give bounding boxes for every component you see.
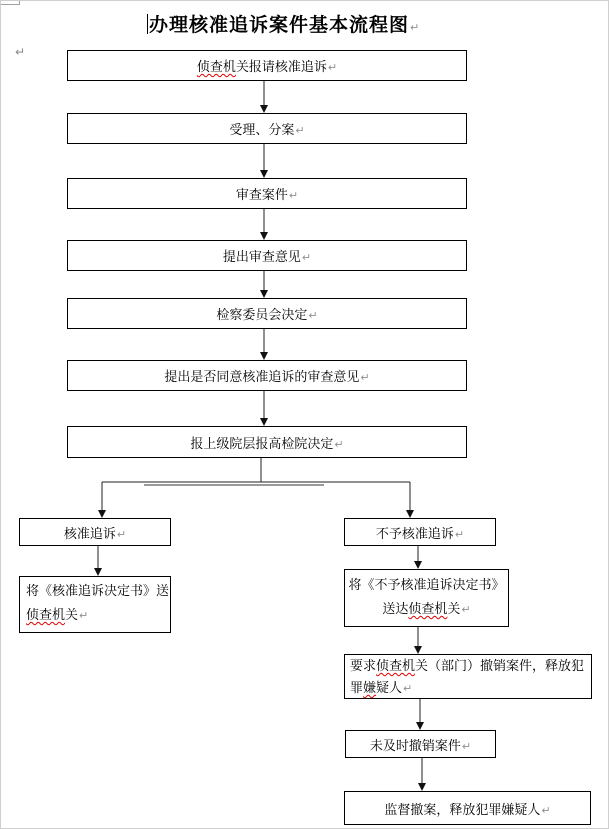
- flow-box-send-disapproval-decision[interactable]: [344, 569, 509, 627]
- box-text-line: 罪嫌疑人↵: [350, 681, 413, 696]
- paragraph-mark: ↵: [403, 682, 413, 695]
- flow-box-send-approval-decision[interactable]: [19, 576, 171, 633]
- flow-box-case-not-withdrawn[interactable]: [345, 730, 496, 758]
- flow-box-disapprove-prosecution[interactable]: [344, 518, 496, 546]
- flow-box-report-request[interactable]: [67, 50, 467, 81]
- paragraph-mark: ↵: [308, 309, 318, 322]
- page-title: [147, 10, 420, 37]
- box-text-line: 将《不予核准追诉决定书》: [348, 578, 505, 593]
- box-text: 侦查机关报请核准追诉↵: [196, 60, 338, 75]
- paragraph-mark: ↵: [541, 803, 551, 817]
- paragraph-mark: ↵: [360, 371, 370, 384]
- paragraph-mark: ↵: [410, 21, 421, 34]
- box-text: 审查案件↵: [235, 188, 299, 203]
- paragraph-mark: ↵: [79, 609, 89, 622]
- flow-box-propose-review-opinion[interactable]: [67, 240, 467, 271]
- flow-box-report-superior[interactable]: [67, 426, 467, 458]
- box-text: 不予核准追诉↵: [375, 526, 465, 542]
- box-text: 核准追诉↵: [63, 526, 127, 542]
- flow-box-supervise-withdrawal[interactable]: [344, 791, 591, 825]
- paragraph-mark: ↵: [454, 527, 465, 541]
- flow-box-accept-divide[interactable]: [67, 113, 467, 144]
- flow-box-review-case[interactable]: [67, 178, 467, 209]
- box-text-line: 侦查机关↵: [26, 608, 89, 623]
- box-text: 报上级院层报高检院决定↵: [190, 436, 344, 452]
- box-text: 受理、分案↵: [229, 123, 305, 138]
- paragraph-mark: ↵: [295, 124, 305, 137]
- paragraph-mark: ↵: [461, 739, 472, 753]
- box-text: 检察委员会决定↵: [216, 308, 318, 323]
- paragraph-mark: ↵: [334, 437, 344, 451]
- flow-box-committee-decision[interactable]: [67, 298, 467, 329]
- box-text: 提出是否同意核准追诉的审查意见↵: [164, 370, 370, 385]
- text-boundary-corner-mark: [1, 1, 20, 5]
- flow-box-propose-approval-opinion[interactable]: [67, 360, 467, 391]
- paragraph-mark: ↵: [327, 61, 338, 74]
- flow-box-approve-prosecution[interactable]: [19, 518, 171, 546]
- box-text-line: 送达侦查机关↵: [382, 602, 471, 617]
- paragraph-mark: ↵: [116, 527, 127, 541]
- page-title-text: 办理核准追诉案件基本流程图: [149, 14, 410, 36]
- text-cursor: [147, 14, 148, 34]
- paragraph-mark: ↵: [461, 603, 471, 616]
- box-text: 未及时撤销案件↵: [369, 738, 472, 754]
- paragraph-mark: ↵: [301, 251, 312, 264]
- box-text-line: 要求侦查机关（部门）撤销案件，释放犯: [350, 659, 585, 674]
- paragraph-mark: ↵: [15, 45, 26, 59]
- box-text: 提出审查意见↵: [222, 250, 312, 265]
- flow-box-require-withdraw-case[interactable]: [344, 654, 592, 699]
- paragraph-mark: ↵: [288, 189, 299, 202]
- box-text-line: 将《核准追诉决定书》送: [26, 584, 170, 599]
- box-text: 监督撤案，释放犯罪嫌疑人↵: [384, 802, 551, 818]
